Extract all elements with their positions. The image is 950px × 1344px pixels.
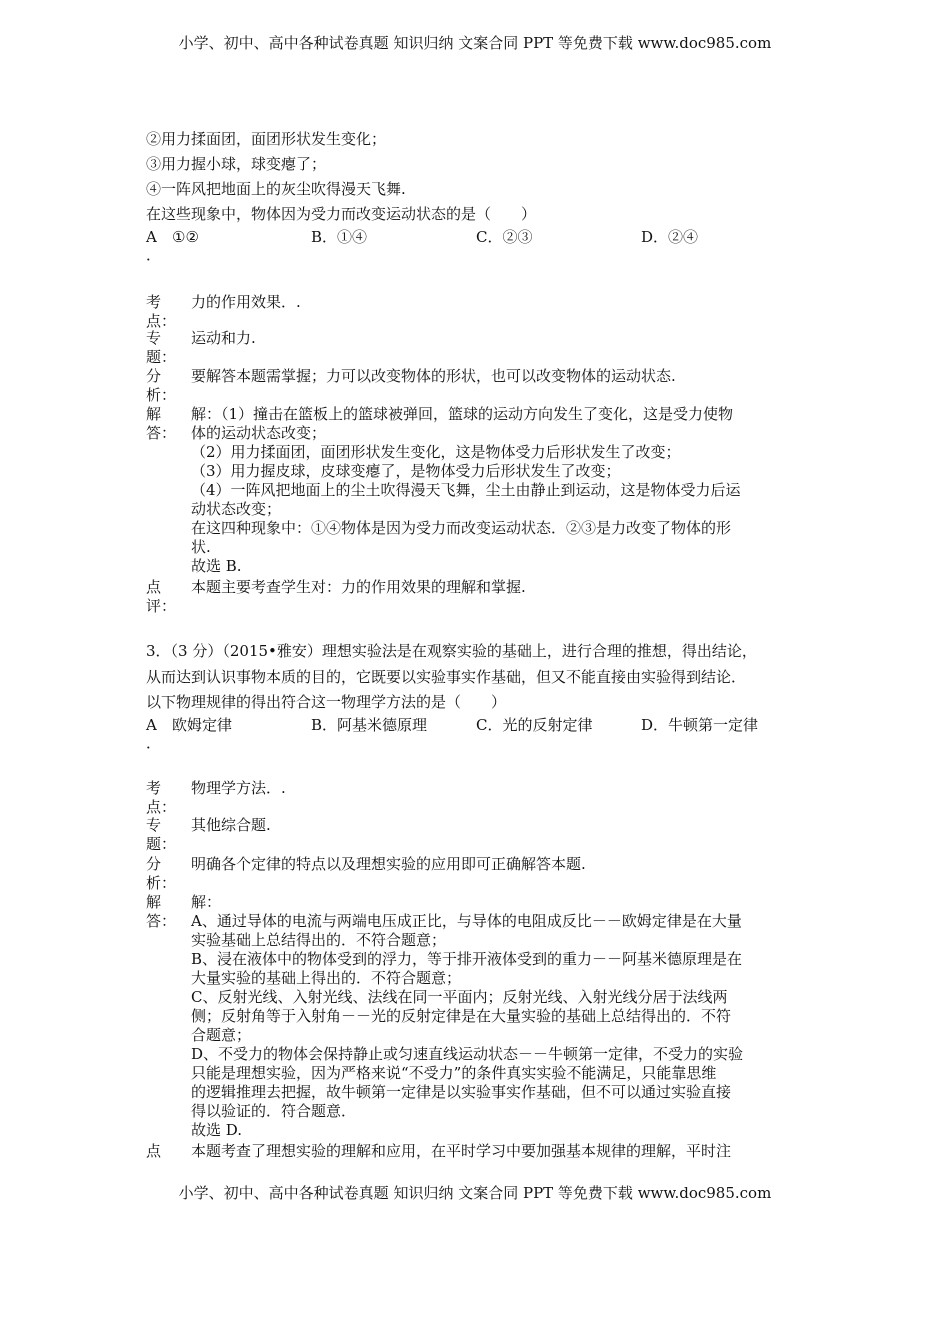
q2-jieda-line: 故选 B.: [191, 557, 242, 575]
q3-jieda-line: 只能是理想实验，因为严格来说“不受力”的条件真实实验不能满足，只能靠思维: [191, 1064, 717, 1082]
q3-option-letter-a: A: [146, 716, 157, 734]
label-line: 答：: [146, 912, 177, 930]
q3-stem-line: 以下物理规律的得出符合这一物理学方法的是（ ）: [146, 693, 507, 711]
q3-jieda-line: C、反射光线、入射光线、法线在同一平面内；反射光线、入射光线分居于法线两: [191, 988, 728, 1006]
q3-kaodian: 物理学方法．.: [191, 779, 286, 797]
q3-jieda-line: 得以验证的．符合题意．: [191, 1102, 357, 1120]
q3-jieda-line: 大量实验的基础上得出的．不符合题意；: [191, 969, 462, 987]
label-line: 专: [146, 329, 162, 347]
q2-fenxi: 要解答本题需掌握；力可以改变物体的形状，也可以改变物体的运动状态.: [191, 367, 676, 385]
q3-jieda-line: 合题意；: [191, 1026, 252, 1044]
q2-question: 在这些现象中，物体因为受力而改变运动状态的是（ ）: [146, 205, 537, 223]
q3-jieda-line: B、浸在液体中的物体受到的浮力，等于排开液体受到的重力－－阿基米德原理是在: [191, 950, 743, 968]
q2-option-dot: ．: [146, 246, 162, 264]
q2-dianping-label: [146, 578, 186, 616]
q3-jieda-line: 故选 D.: [191, 1121, 243, 1139]
label-line: 考: [146, 293, 162, 311]
q2-jieda-label: [146, 405, 186, 443]
q2-option-c: C．②③: [476, 228, 533, 246]
q3-stem-line: 3．（3 分）（2015•雅安）理想实验法是在观察实验的基础上，进行合理的推想，得出结论，: [146, 642, 757, 660]
page-footer: 小学、初中、高中各种试卷真题 知识归纳 文案合同 PPT 等免费下载 www.doc985.com: [178, 1184, 772, 1202]
q2-option-a: ①②: [172, 228, 199, 246]
label-line: 点: [146, 578, 162, 596]
q2-item-3: ③用力握小球，球变瘪了；: [146, 155, 327, 173]
q3-option-d: D．牛顿第一定律: [641, 716, 759, 734]
q2-kaodian: 力的作用效果．.: [191, 293, 301, 311]
label-line: 评：: [146, 597, 177, 615]
label-line: 题：: [146, 835, 177, 853]
q2-jieda-line: （2）用力揉面团，面团形状发生变化，这是物体受力后形状发生了改变；: [191, 443, 681, 461]
label-line: 专: [146, 816, 162, 834]
q2-zhuanti-label: [146, 329, 186, 367]
q3-kaodian-label: [146, 779, 186, 817]
q3-jieda-line: 实验基础上总结得出的．不符合题意；: [191, 931, 447, 949]
q3-dianping-label: [146, 1142, 186, 1161]
label-line: 分: [146, 367, 162, 385]
q3-zhuanti: 其他综合题.: [191, 816, 271, 834]
q3-option-c: C．光的反射定律: [476, 716, 593, 734]
q2-option-letter-a: A: [146, 228, 157, 246]
q3-jieda-line: 解：: [191, 893, 222, 911]
q3-dianping: 本题考查了理想实验的理解和应用，在平时学习中要加强基本规律的理解，平时注: [191, 1142, 732, 1160]
label-line: 析：: [146, 386, 177, 404]
q2-fenxi-label: [146, 367, 186, 405]
q3-fenxi-label: [146, 855, 186, 893]
q2-jieda-line: 在这四种现象中：①④物体是因为受力而改变运动状态．②③是力改变了物体的形: [191, 519, 732, 537]
label-line: 点：: [146, 798, 177, 816]
label-line: 题：: [146, 348, 177, 366]
q2-jieda-line: 解：（1）撞击在篮板上的篮球被弹回，篮球的运动方向发生了变化，这是受力使物: [191, 405, 734, 423]
q3-jieda-line: D、不受力的物体会保持静止或匀速直线运动状态－－牛顿第一定律，不受力的实验: [191, 1045, 744, 1063]
q3-option-b: B．阿基米德原理: [311, 716, 428, 734]
q2-jieda-line: （3）用力握皮球，皮球变瘪了，是物体受力后形状发生了改变；: [191, 462, 621, 480]
q2-jieda-line: 状.: [191, 538, 211, 556]
q2-option-d: D．②④: [641, 228, 699, 246]
q2-item-4: ④一阵风把地面上的灰尘吹得漫天飞舞.: [146, 180, 406, 198]
q2-dianping: 本题主要考查学生对：力的作用效果的理解和掌握.: [191, 578, 526, 596]
q2-item-2: ②用力揉面团，面团形状发生变化；: [146, 130, 387, 148]
q3-jieda-line: 的逻辑推理去把握，故牛顿第一定律是以实验事实作基础，但不可以通过实验直接: [191, 1083, 732, 1101]
label-line: 答：: [146, 424, 177, 442]
q3-fenxi: 明确各个定律的特点以及理想实验的应用即可正确解答本题.: [191, 855, 586, 873]
label-line: 解: [146, 405, 162, 423]
q2-option-b: B．①④: [311, 228, 368, 246]
q2-jieda-line: （4）一阵风把地面上的尘土吹得漫天飞舞，尘土由静止到运动，这是物体受力后运: [191, 481, 741, 499]
q3-option-a: 欧姆定律: [172, 716, 233, 734]
q2-zhuanti: 运动和力.: [191, 329, 256, 347]
q3-jieda-label: [146, 893, 186, 931]
page-header: 小学、初中、高中各种试卷真题 知识归纳 文案合同 PPT 等免费下载 www.doc985.com: [178, 34, 772, 52]
q3-jieda-line: 侧；反射角等于入射角－－光的反射定律是在大量实验的基础上总结得出的．不符: [191, 1007, 732, 1025]
q3-zhuanti-label: [146, 816, 186, 854]
label-line: 解: [146, 893, 162, 911]
label-line: 点：: [146, 312, 177, 330]
q2-jieda-line: 动状态改变；: [191, 500, 282, 518]
q3-option-dot: ．: [146, 734, 162, 752]
q2-jieda-line: 体的运动状态改变；: [191, 424, 327, 442]
label-line: 分: [146, 855, 162, 873]
label-line: 考: [146, 779, 162, 797]
q3-stem-line: 从而达到认识事物本质的目的，它既要以实验事实作基础，但又不能直接由实验得到结论．: [146, 668, 747, 686]
q3-jieda-line: A、通过导体的电流与两端电压成正比，与导体的电阻成反比－－欧姆定律是在大量: [191, 912, 742, 930]
label-line: 析：: [146, 874, 177, 892]
q2-kaodian-label: [146, 293, 186, 331]
label-line: 点: [146, 1142, 162, 1160]
